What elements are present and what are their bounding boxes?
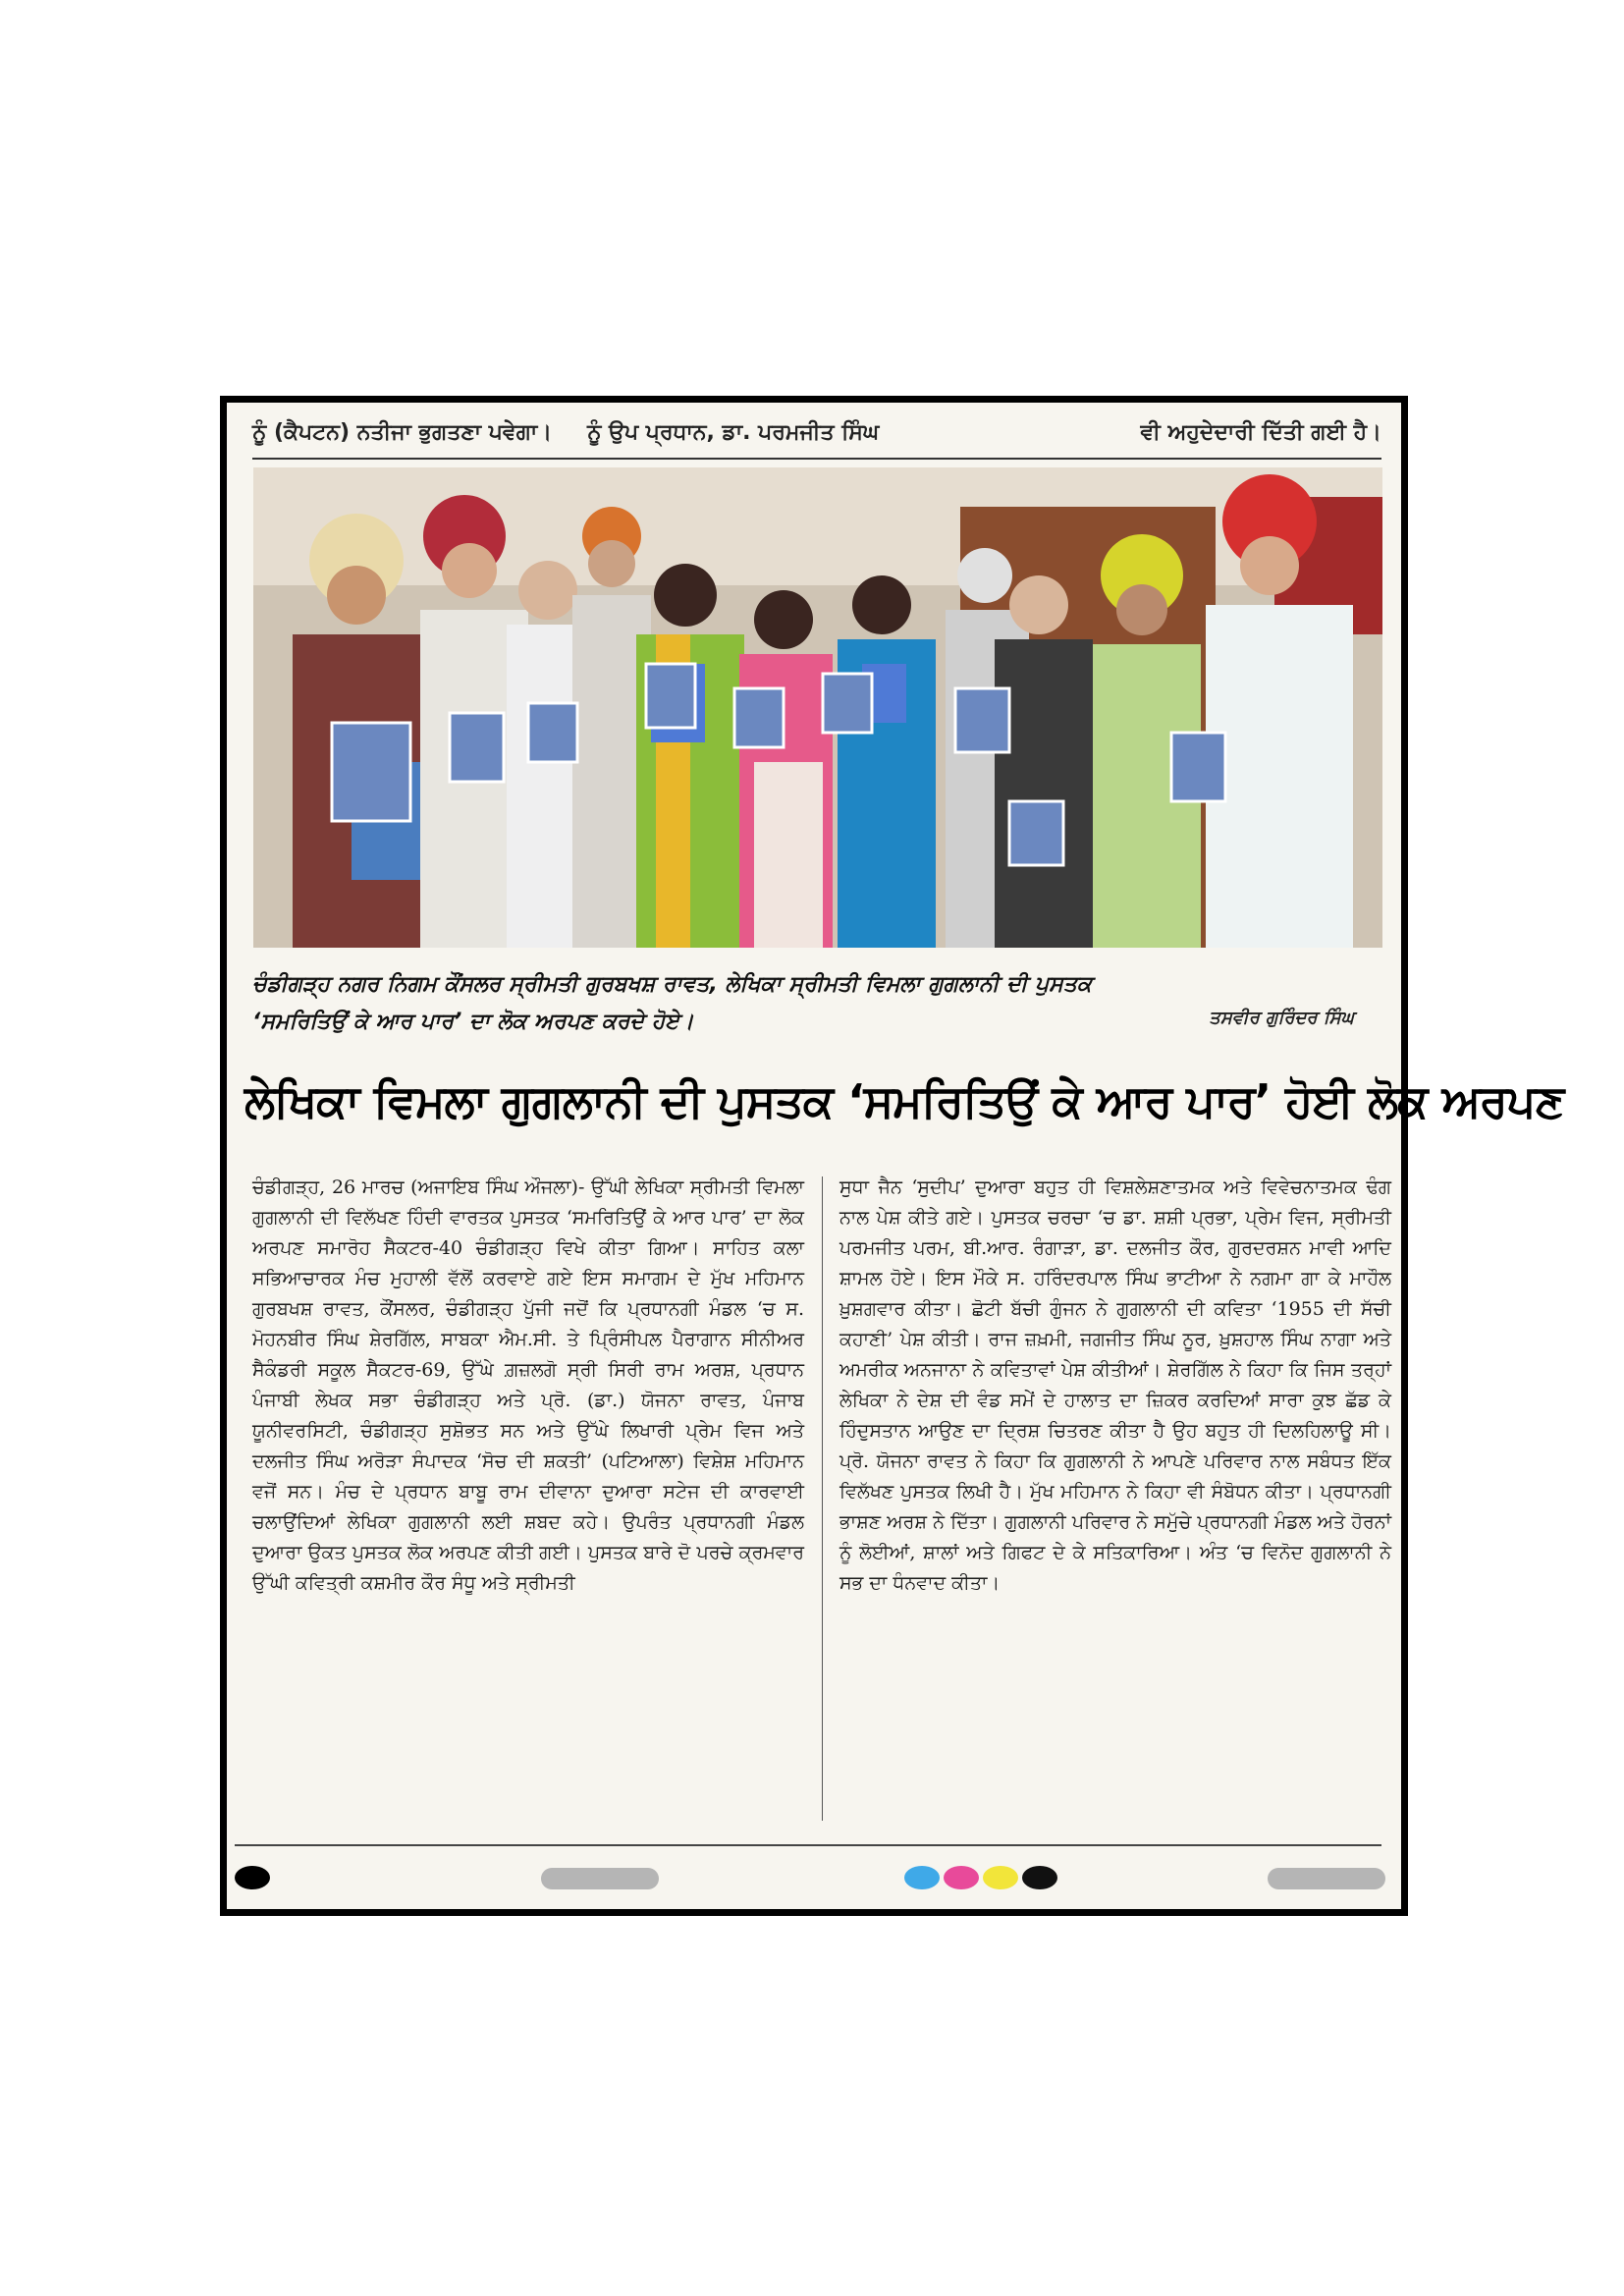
strip-text-1: ਨੂੰ (ਕੈਪਟਨ) ਨਤੀਜਾ ਭੁਗਤਣਾ ਪਵੇਗਾ।: [252, 419, 553, 445]
photo-credit: ਤਸਵੀਰ ਗੁਰਿੰਦਰ ਸਿੰਘ: [1209, 1008, 1354, 1028]
article-body: [252, 1173, 1391, 1821]
strip-text-3: ਵੀ ਅਹੁਦੇਦਾਰੀ ਦਿੱਤੀ ਗਈ ਹੈ।: [1140, 419, 1381, 445]
registration-dot-cyan: [904, 1866, 940, 1889]
photo-caption: [252, 966, 1391, 1041]
article-headline: ਲੇਖਿਕਾ ਵਿਮਲਾ ਗੁਗਲਾਨੀ ਦੀ ਪੁਸਤਕ ‘ਸਮਰਿਤਿਉਂ ਕੇ ਆਰ ਪਾਰ’ ਹੋਈ ਲੋਕ ਅਰਪਣ: [244, 1074, 1564, 1127]
newspaper-clipping: [220, 396, 1564, 1916]
column-divider: [822, 1176, 823, 1821]
strip-divider: [252, 458, 1381, 460]
registration-dot-black-left: [235, 1866, 270, 1889]
caption-line-2: ‘ਸਮਰਿਤਿਉਂ ਕੇ ਆਰ ਪਾਰ’ ਦਾ ਲੋਕ ਅਰਪਣ ਕਰਦੇ ਹੋਏ।: [252, 1010, 694, 1034]
article-column-right: ਸੁਧਾ ਜੈਨ ‘ਸੁਦੀਪ’ ਦੁਆਰਾ ਬਹੁਤ ਹੀ ਵਿਸ਼ਲੇਸ਼ਣਾਤਮਕ ਅਤੇ ਵਿਵੇਚਨਾਤਮਕ ਢੰਗ ਨਾਲ ਪੇਸ਼ ਕੀਤੇ ਗਏ। ਪੁਸਤਕ ਚਰਚਾ ‘ਚ ਡਾ. ਸ਼ਸ਼ੀ ਪ੍ਰਭਾ, ਪ੍ਰੇਮ ਵਿਜ, ਸ੍ਰੀਮਤੀ ਪਰਮਜੀਤ ਪਰਮ, ਬੀ.ਆਰ. ਰੰਗਾੜਾ, ਡਾ. ਦਲਜੀਤ ਕੌਰ, ਗੁਰਦਰਸ਼ਨ ਮਾਵੀ ਆਦਿ ਸ਼ਾਮਲ ਹੋਏ। ਇਸ ਮੌਕੇ ਸ. ਹਰਿੰਦਰਪਾਲ ਸਿੰਘ ਭਾਟੀਆ ਨੇ ਨਗਮਾ ਗਾ ਕੇ ਮਾਹੌਲ ਖ਼ੁਸ਼ਗਵਾਰ ਕੀਤਾ। ਛੋਟੀ ਬੱਚੀ ਗੁੰਜਨ ਨੇ ਗੁਗਲਾਨੀ ਦੀ ਕਵਿਤਾ ‘1955 ਦੀ ਸੱਚੀ ਕਹਾਣੀ’ ਪੇਸ਼ ਕੀਤੀ। ਰਾਜ ਜ਼ਖ਼ਮੀ, ਜਗਜੀਤ ਸਿੰਘ ਨੂਰ, ਖ਼ੁਸ਼ਹਾਲ ਸਿੰਘ ਨਾਗਾ ਅਤੇ ਅਮਰੀਕ ਅਨਜਾਨਾ ਨੇ ਕਵਿਤਾਵਾਂ ਪੇਸ਼ ਕੀਤੀਆਂ। ਸ਼ੇਰਗਿੱਲ ਨੇ ਕਿਹਾ ਕਿ ਜਿਸ ਤਰ੍ਹਾਂ ਲੇਖਿਕਾ ਨੇ ਦੇਸ਼ ਦੀ ਵੰਡ ਸਮੇਂ ਦੇ ਹਾਲਾਤ ਦਾ ਜ਼ਿਕਰ ਕਰਦਿਆਂ ਸਾਰਾ ਕੁਝ ਛੱਡ ਕੇ ਹਿੰਦੁਸਤਾਨ ਆਉਣ ਦਾ ਦ੍ਰਿਸ਼ ਚਿਤਰਣ ਕੀਤਾ ਹੈ ਉਹ ਬਹੁਤ ਹੀ ਦਿਲਹਿਲਾਊ ਸੀ। ਪ੍ਰੋ. ਯੋਜਨਾ ਰਾਵਤ ਨੇ ਕਿਹਾ ਕਿ ਗੁਗਲਾਨੀ ਨੇ ਆਪਣੇ ਪਰਿਵਾਰ ਨਾਲ ਸਬੰਧਤ ਇੱਕ ਵਿਲੱਖਣ ਪੁਸਤਕ ਲਿਖੀ ਹੈ। ਮੁੱਖ ਮਹਿਮਾਨ ਨੇ ਕਿਹਾ ਵੀ ਸੰਬੋਧਨ ਕੀਤਾ। ਪ੍ਰਧਾਨਗੀ ਭਾਸ਼ਣ ਅਰਸ਼ ਨੇ ਦਿੱਤਾ। ਗੁਗਲਾਨੀ ਪਰਿਵਾਰ ਨੇ ਸਮੁੱਚੇ ਪ੍ਰਧਾਨਗੀ ਮੰਡਲ ਅਤੇ ਹੋਰਨਾਂ ਨੂੰ ਲੋਈਆਂ, ਸ਼ਾਲਾਂ ਅਤੇ ਗਿਫਟ ਦੇ ਕੇ ਸਤਿਕਾਰਿਆ। ਅੰਤ ‘ਚ ਵਿਨੋਦ ਗੁਗਲਾਨੀ ਨੇ ਸਭ ਦਾ ਧੰਨਵਾਦ ਕੀਤਾ।: [839, 1176, 1391, 1594]
registration-dot-black: [1022, 1866, 1057, 1889]
registration-bar-right: [1268, 1868, 1385, 1889]
strip-text-2: ਨੂੰ ਉਪ ਪ੍ਰਧਾਨ, ਡਾ. ਪਰਮਜੀਤ ਸਿੰਘ: [587, 419, 880, 445]
previous-article-strip: [252, 410, 1381, 454]
registration-dot-magenta: [944, 1866, 979, 1889]
print-registration-marks: [227, 1864, 1401, 1893]
registration-bar-left: [541, 1868, 659, 1889]
group-photo-illustration: [253, 467, 1382, 948]
registration-dot-yellow: [983, 1866, 1018, 1889]
caption-line-1: ਚੰਡੀਗੜ੍ਹ ਨਗਰ ਨਿਗਮ ਕੌਂਸਲਰ ਸ੍ਰੀਮਤੀ ਗੁਰਬਖਸ਼ ਰਾਵਤ, ਲੇਖਿਕਾ ਸ੍ਰੀਮਤੀ ਵਿਮਲਾ ਗੁਗਲਾਨੀ ਦੀ ਪੁਸਤਕ: [252, 972, 1092, 997]
event-photo: [253, 467, 1382, 948]
bottom-divider: [235, 1844, 1381, 1846]
article-column-left: ਚੰਡੀਗੜ੍ਹ, 26 ਮਾਰਚ (ਅਜਾਇਬ ਸਿੰਘ ਔਜਲਾ)- ਉੱਘੀ ਲੇਖਿਕਾ ਸ੍ਰੀਮਤੀ ਵਿਮਲਾ ਗੁਗਲਾਨੀ ਦੀ ਵਿਲੱਖਣ ਹਿੰਦੀ ਵਾਰਤਕ ਪੁਸਤਕ ‘ਸਮਰਿਤਿਉਂ ਕੇ ਆਰ ਪਾਰ’ ਦਾ ਲੋਕ ਅਰਪਣ ਸਮਾਰੋਹ ਸੈਕਟਰ-40 ਚੰਡੀਗੜ੍ਹ ਵਿਖੇ ਕੀਤਾ ਗਿਆ। ਸਾਹਿਤ ਕਲਾ ਸਭਿਆਚਾਰਕ ਮੰਚ ਮੁਹਾਲੀ ਵੱਲੋਂ ਕਰਵਾਏ ਗਏ ਇਸ ਸਮਾਗਮ ਦੇ ਮੁੱਖ ਮਹਿਮਾਨ ਗੁਰਬਖਸ਼ ਰਾਵਤ, ਕੌਂਸਲਰ, ਚੰਡੀਗੜ੍ਹ ਪੁੱਜੀ ਜਦੋਂ ਕਿ ਪ੍ਰਧਾਨਗੀ ਮੰਡਲ ‘ਚ ਸ. ਮੋਹਨਬੀਰ ਸਿੰਘ ਸ਼ੇਰਗਿੱਲ, ਸਾਬਕਾ ਐਮ.ਸੀ. ਤੇ ਪ੍ਰਿੰਸੀਪਲ ਪੈਰਾਗਾਨ ਸੀਨੀਅਰ ਸੈਕੰਡਰੀ ਸਕੂਲ ਸੈਕਟਰ-69, ਉੱਘੇ ਗ਼ਜ਼ਲਗੋ ਸ੍ਰੀ ਸਿਰੀ ਰਾਮ ਅਰਸ਼, ਪ੍ਰਧਾਨ ਪੰਜਾਬੀ ਲੇਖਕ ਸਭਾ ਚੰਡੀਗੜ੍ਹ ਅਤੇ ਪ੍ਰੋ. (ਡਾ.) ਯੋਜਨਾ ਰਾਵਤ, ਪੰਜਾਬ ਯੂਨੀਵਰਸਿਟੀ, ਚੰਡੀਗੜ੍ਹ ਸੁਸ਼ੋਭਤ ਸਨ ਅਤੇ ਉੱਘੇ ਲਿਖਾਰੀ ਪ੍ਰੇਮ ਵਿਜ ਅਤੇ ਦਲਜੀਤ ਸਿੰਘ ਅਰੋੜਾ ਸੰਪਾਦਕ ‘ਸੋਚ ਦੀ ਸ਼ਕਤੀ’ (ਪਟਿਆਲਾ) ਵਿਸ਼ੇਸ਼ ਮਹਿਮਾਨ ਵਜੋਂ ਸਨ। ਮੰਚ ਦੇ ਪ੍ਰਧਾਨ ਬਾਬੂ ਰਾਮ ਦੀਵਾਨਾ ਦੁਆਰਾ ਸਟੇਜ ਦੀ ਕਾਰਵਾਈ ਚਲਾਉਂਦਿਆਂ ਲੇਖਿਕਾ ਗੁਗਲਾਨੀ ਲਈ ਸ਼ਬਦ ਕਹੇ। ਉਪਰੰਤ ਪ੍ਰਧਾਨਗੀ ਮੰਡਲ ਦੁਆਰਾ ਉਕਤ ਪੁਸਤਕ ਲੋਕ ਅਰਪਣ ਕੀਤੀ ਗਈ। ਪੁਸਤਕ ਬਾਰੇ ਦੋ ਪਰਚੇ ਕ੍ਰਮਵਾਰ ਉੱਘੀ ਕਵਿਤ੍ਰੀ ਕਸ਼ਮੀਰ ਕੌਰ ਸੰਧੂ ਅਤੇ ਸ੍ਰੀਮਤੀ: [252, 1176, 804, 1594]
